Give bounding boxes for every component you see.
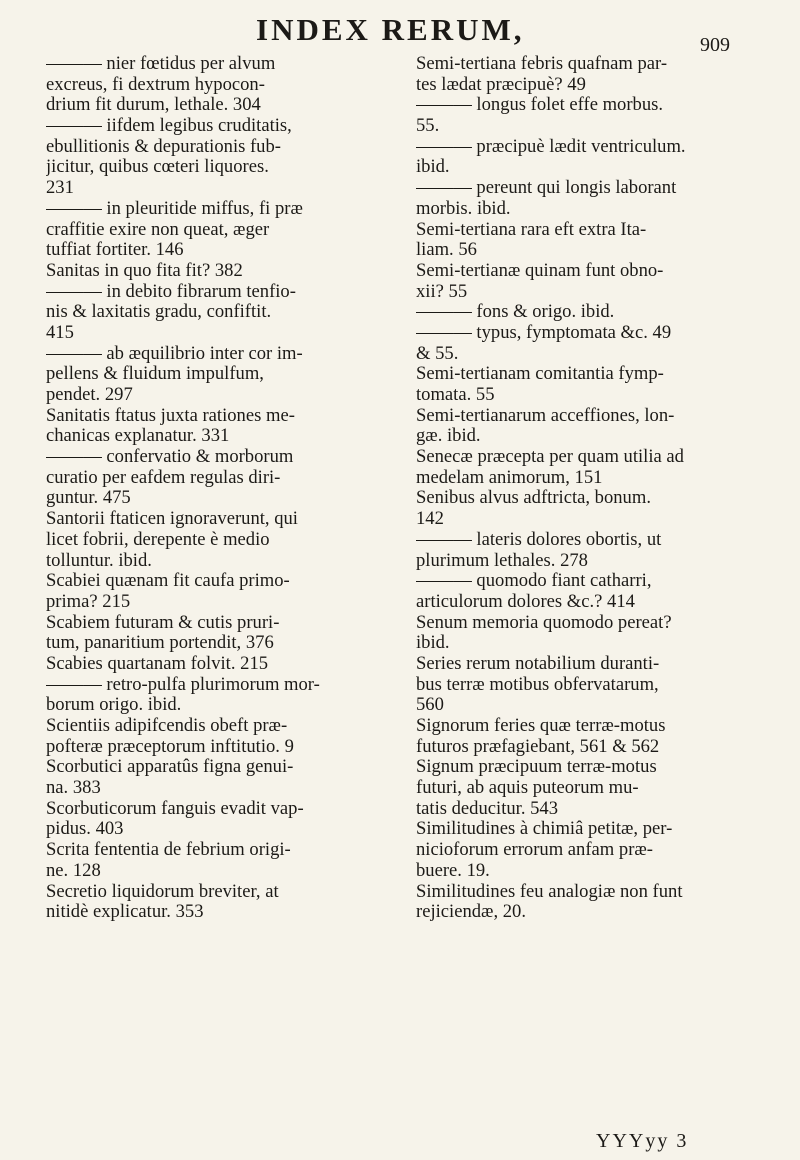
index-entry-line: ——— in debito fibrarum tenfio- — [46, 281, 296, 302]
index-entry-line: pellens & fluidum impulfum, — [46, 364, 264, 385]
signature-mark: YYYyy 3 — [596, 1130, 689, 1152]
index-entry-line: tes lædat præcipuè? 49 — [416, 74, 586, 95]
index-entry-line: buere. 19. — [416, 860, 490, 881]
index-entry-line: excreus, fi dextrum hypocon- — [46, 74, 265, 95]
index-entry-line: tuffiat fortiter. 146 — [46, 240, 184, 261]
index-entry-line: medelam animorum, 151 — [416, 467, 603, 488]
index-entry-line: ——— confervatio & morborum — [46, 447, 294, 468]
index-entry-line: pofteræ præceptorum inftitutio. 9 — [46, 736, 294, 757]
running-header — [0, 12, 800, 54]
index-entry-line: xii? 55 — [416, 281, 468, 302]
index-entry-line: Semi-tertiana febris quafnam par- — [416, 54, 668, 74]
index-entry-line: Similitudines à chimiâ petitæ, per- — [416, 819, 673, 840]
index-entry-line: Scabiem futuram & cutis pruri- — [46, 612, 280, 633]
index-entry-line: Senibus alvus adftricta, bonum. — [416, 488, 651, 509]
index-entry-line: & 55. — [416, 343, 459, 364]
index-entry-line: Sanitas in quo fita fit? 382 — [46, 260, 243, 281]
index-entry-line: tomata. 55 — [416, 385, 495, 405]
index-entry-line: Senum memoria quomodo pereat? — [416, 612, 672, 633]
index-entry-line: ibid. — [416, 157, 450, 178]
index-entry-line: ——— præcipuè lædit ventriculum. — [416, 136, 686, 157]
index-entry-line: tolluntur. ibid. — [46, 550, 152, 571]
index-entry-line: 55. — [416, 116, 440, 137]
page-number: 909 — [700, 34, 730, 56]
index-entry-line: ——— retro-pulfa plurimorum mor- — [46, 674, 320, 695]
index-entry-line: futuri, ab aquis puteorum mu- — [416, 778, 639, 799]
index-entry-line: drium fit durum, lethale. 304 — [46, 95, 261, 116]
index-entry-line: Sanitatis ftatus juxta rationes me- — [46, 405, 295, 426]
index-entry-line: 560 — [416, 695, 444, 716]
index-entry-line: gæ. ibid. — [416, 426, 481, 447]
index-entry-line: ——— quomodo fiant catharri, — [416, 571, 652, 592]
index-entry-line: ——— typus, fymptomata &c. 49 — [416, 322, 672, 343]
index-entry-line: Scientiis adipifcendis obeft præ- — [46, 716, 288, 736]
index-entry-line: tum, panaritium portendit, 376 — [46, 633, 274, 654]
index-entry-line: jicitur, quibus cœteri liquores. — [46, 157, 269, 178]
index-entry-line: ——— lateris dolores obortis, ut — [416, 529, 662, 550]
index-entry-line: ——— nier fœtidus per alvum — [46, 54, 276, 74]
index-entry-line: 231 — [46, 178, 74, 199]
index-entry-line: liam. 56 — [416, 240, 477, 261]
index-entry-line: bus terræ motibus obfervatarum, — [416, 674, 659, 695]
index-entry-line: Secretio liquidorum breviter, at — [46, 881, 279, 902]
index-entry-line: borum origo. ibid. — [46, 695, 182, 716]
index-entry-line: ——— in pleuritide miffus, fi præ — [46, 198, 303, 219]
index-entry-line: prima? 215 — [46, 591, 131, 612]
index-entry-line: ——— fons & origo. ibid. — [416, 302, 615, 323]
index-column-right — [416, 54, 766, 923]
index-entry-line: Scabies quartanam folvit. 215 — [46, 653, 269, 674]
index-entry-line: ——— iifdem legibus cruditatis, — [46, 116, 292, 137]
index-entry-line: futuros præfagiebant, 561 & 562 — [416, 736, 660, 757]
index-entry-line: Signorum feries quæ terræ-motus — [416, 716, 666, 736]
index-entry-line: Similitudines feu analogiæ non funt — [416, 881, 683, 902]
index-entry-line: articulorum dolores &c.? 414 — [416, 591, 635, 612]
index-entry-line: nicioforum errorum anfam præ- — [416, 840, 653, 861]
index-entry-line: Santorii ftaticen ignoraverunt, qui — [46, 509, 298, 530]
index-entry-line: pidus. 403 — [46, 819, 124, 840]
index-entry-line: Scorbutici apparatûs figna genui- — [46, 757, 294, 778]
index-entry-line: Semi-tertiana rara eft extra Ita- — [416, 219, 647, 240]
index-entry-line: nitidè explicatur. 353 — [46, 902, 204, 923]
index-entry-line: Scrita fententia de febrium origi- — [46, 840, 291, 861]
index-entry-line: craffitie exire non queat, æger — [46, 219, 270, 240]
index-entry-line: ——— pereunt qui longis laborant — [416, 178, 677, 199]
index-entry-line: nis & laxitatis gradu, confiftit. — [46, 302, 272, 323]
index-entry-line: Semi-tertianam comitantia fymp- — [416, 364, 664, 385]
index-entry-line: ——— longus folet effe morbus. — [416, 95, 664, 116]
index-entry-line: Scabiei quænam fit caufa primo- — [46, 571, 290, 592]
index-entry-line: curatio per eafdem regulas diri- — [46, 467, 281, 488]
index-entry-line: Semi-tertianarum acceffiones, lon- — [416, 405, 675, 426]
index-entry-line: Signum præcipuum terræ-motus — [416, 757, 657, 778]
index-entry-line: ebullitionis & depurationis fub- — [46, 136, 281, 157]
index-entry-line: Scorbuticorum fanguis evadit vap- — [46, 798, 304, 819]
running-title: INDEX RERUM, — [256, 12, 525, 47]
index-entry-line: Semi-tertianæ quinam funt obno- — [416, 260, 664, 281]
index-entry-line: ——— ab æquilibrio inter cor im- — [46, 343, 303, 364]
index-entry-line: 415 — [46, 322, 74, 343]
index-entry-line: Series rerum notabilium duranti- — [416, 653, 660, 674]
index-entry-line: ne. 128 — [46, 860, 101, 881]
index-entry-line: chanicas explanatur. 331 — [46, 426, 230, 447]
index-entry-line: plurimum lethales. 278 — [416, 550, 588, 571]
index-entry-line: pendet. 297 — [46, 385, 133, 405]
index-entry-line: Senecæ præcepta per quam utilia ad — [416, 447, 684, 468]
index-entry-line: morbis. ibid. — [416, 198, 511, 219]
index-entry-line: ibid. — [416, 633, 450, 654]
index-column-left — [46, 54, 396, 923]
index-entry-line: guntur. 475 — [46, 488, 131, 509]
index-entry-line: 142 — [416, 509, 444, 530]
index-entry-line: tatis deducitur. 543 — [416, 798, 559, 819]
index-entry-line: na. 383 — [46, 778, 101, 799]
index-entry-line: rejiciendæ, 20. — [416, 902, 526, 923]
index-entry-line: licet fobrii, derepente è medio — [46, 529, 270, 550]
